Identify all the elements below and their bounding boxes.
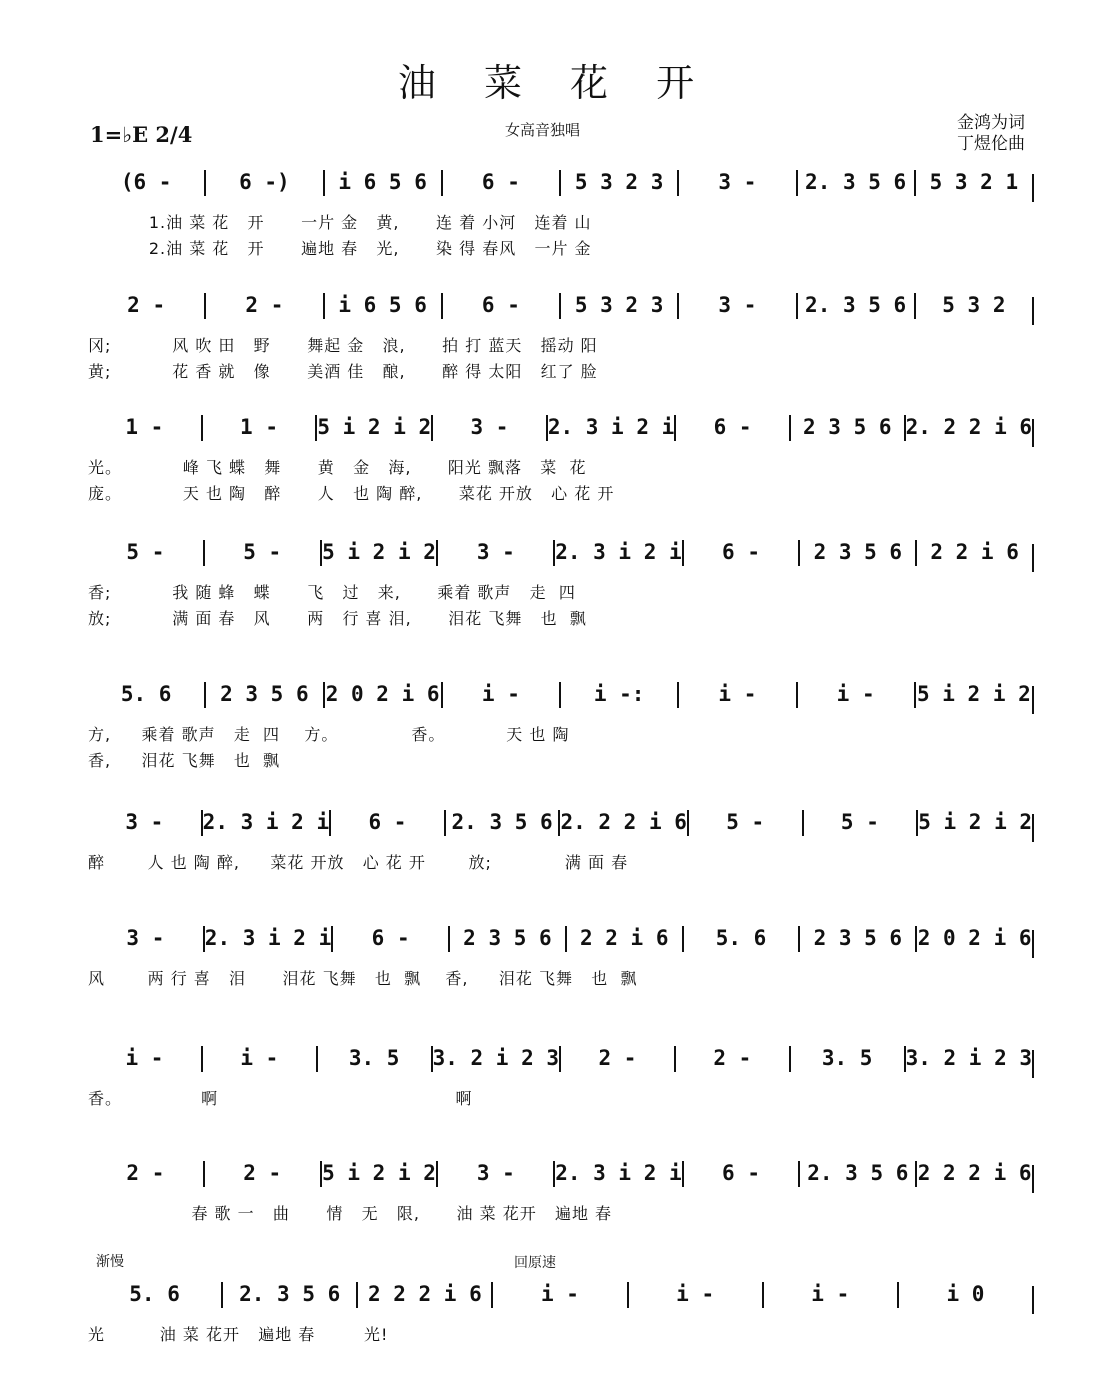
measure: 6 -	[441, 293, 559, 319]
measure: 3 -	[431, 415, 546, 441]
measure: 2. 3 5 6	[796, 293, 914, 319]
measure: 3. 5	[316, 1046, 431, 1072]
barline	[1032, 174, 1034, 202]
lyricist-credit: 金鸿为词	[957, 113, 1025, 133]
notation-line	[88, 800, 1032, 836]
measure: 2 -	[203, 1161, 320, 1187]
lyric-line: 香; 我 随 蜂 蝶 飞 过 来, 乘着 歌声 走 四	[88, 583, 576, 602]
notation-line	[88, 160, 1032, 196]
notation-line	[88, 672, 1032, 708]
measure: 2 3 5 6	[798, 540, 915, 566]
measure: 6 -	[682, 1161, 799, 1187]
measure: i -:	[559, 682, 677, 708]
measure: 2 2 2 i 6	[915, 1161, 1032, 1187]
score-row	[88, 530, 1032, 628]
measure: 2. 3 i 2 i	[547, 415, 675, 439]
measure: i 0	[897, 1282, 1032, 1308]
measure: 3. 2 i 2 3	[432, 1046, 560, 1070]
measure: 5 i 2 i 2	[918, 810, 1032, 834]
lyric-line: 光。 峰 飞 蝶 舞 黄 金 海, 阳光 飘落 菜 花	[88, 458, 587, 477]
measure: 5 3 2 1	[914, 170, 1032, 196]
measure: i -	[762, 1282, 897, 1308]
notation-line	[88, 1036, 1032, 1072]
measure: 3 -	[677, 293, 795, 319]
measure: i -	[796, 682, 914, 708]
measure: i -	[441, 682, 559, 708]
measure: (6 -	[120, 170, 172, 194]
lyric-line: 风 两 行 喜 泪 泪花 飞舞 也 飘 香, 泪花 飞舞 也 飘	[88, 969, 638, 988]
measure: 6 -	[329, 810, 444, 836]
measure: 3. 2 i 2 3	[905, 1046, 1032, 1070]
measure: 5 3 2 3	[559, 170, 677, 196]
measure: 2 -	[674, 1046, 789, 1072]
lyric-line: 香, 泪花 飞舞 也 飘	[88, 751, 281, 770]
credits	[957, 113, 1025, 155]
measure: i -	[125, 1046, 164, 1070]
measure: i -	[677, 682, 795, 708]
measure: 3 -	[436, 540, 553, 566]
measure: 6 -	[441, 170, 559, 196]
measure: 2 0 2 i 6	[915, 926, 1032, 952]
song-title: 油 菜 花 开	[397, 61, 713, 105]
measure: 2 2 i 6	[565, 926, 682, 952]
barline	[1032, 1165, 1034, 1193]
lyric-line: 黄; 花 香 就 像 美酒 佳 酿, 醉 得 太阳 红了 脸	[88, 362, 598, 381]
notation-line	[88, 1272, 1032, 1308]
measure: 2 3 5 6	[789, 415, 904, 441]
measure: 2. 3 5 6	[444, 810, 559, 836]
barline	[1032, 1286, 1034, 1314]
measure: i -	[201, 1046, 316, 1072]
measure: 5 3 2	[914, 293, 1032, 319]
barline	[1032, 297, 1034, 325]
score-row	[88, 160, 1032, 258]
measure: 2. 3 5 6	[796, 170, 914, 196]
measure: 5 -	[802, 810, 917, 836]
measure: 2 -	[204, 293, 322, 319]
score-row	[88, 405, 1032, 503]
measure: 2. 3 i 2 i	[202, 810, 330, 834]
measure: 5. 6	[129, 1282, 180, 1306]
measure: 2. 3 i 2 i	[204, 926, 332, 950]
measure: 2 2 2 i 6	[356, 1282, 491, 1308]
lyric-line: 2.油 菜 花 开 遍地 春 光, 染 得 春风 一片 金	[88, 239, 592, 258]
measure: 3 -	[436, 1161, 553, 1187]
barline	[1032, 419, 1034, 447]
score-row	[88, 1036, 1032, 1108]
a-tempo-marking: 回原速	[514, 1255, 556, 1271]
measure: 2. 2 2 i 6	[905, 415, 1032, 439]
measure: 1 -	[201, 415, 316, 441]
notation-line	[88, 1151, 1032, 1187]
measure: 3 -	[677, 170, 795, 196]
measure: 5. 6	[120, 682, 172, 706]
measure: 3. 5	[789, 1046, 904, 1072]
measure: i -	[491, 1282, 626, 1308]
performance-note: 女高音独唱	[505, 121, 581, 139]
score-row	[88, 1151, 1032, 1223]
measure: 2 -	[126, 1161, 165, 1185]
score-row	[88, 672, 1032, 770]
measure: 2. 3 i 2 i	[555, 540, 682, 564]
measure: 5 -	[687, 810, 802, 836]
measure: 3 -	[126, 926, 165, 950]
barline	[1032, 544, 1034, 572]
measure: i 6 5 6	[323, 170, 441, 196]
measure: 2 -	[559, 1046, 674, 1072]
measure: 2 3 5 6	[798, 926, 915, 952]
score-row	[88, 916, 1032, 988]
measure: 5 i 2 i 2	[320, 540, 437, 566]
lyric-line: 香。 啊 啊	[88, 1089, 473, 1108]
measure: 5 i 2 i 2	[320, 1161, 437, 1187]
measure: 2 3 5 6	[448, 926, 565, 952]
measure: 2. 2 2 i 6	[560, 810, 687, 834]
measure: 2. 3 i 2 i	[555, 1161, 682, 1185]
measure: 5 i 2 i 2	[914, 682, 1032, 708]
notation-line	[88, 283, 1032, 319]
measure: 2 0 2 i 6	[323, 682, 441, 708]
measure: 3 -	[125, 810, 164, 834]
notation-line	[88, 530, 1032, 566]
measure: 5. 6	[682, 926, 799, 952]
lyric-line: 光 油 菜 花开 遍地 春 光!	[88, 1325, 389, 1344]
score-row	[88, 800, 1032, 872]
score-row	[88, 283, 1032, 381]
measure: 5 -	[126, 540, 165, 564]
composer-credit: 丁煜伦曲	[957, 134, 1025, 154]
measure: 6 -	[331, 926, 448, 952]
ritardando-marking: 渐慢	[96, 1254, 124, 1270]
barline	[1032, 686, 1034, 714]
key-signature: 1=♭E 2/4	[90, 122, 193, 147]
barline	[1032, 930, 1034, 958]
lyric-line: 方, 乘着 歌声 走 四 方。 香。 天 也 陶	[88, 725, 570, 744]
measure: 5 3 2 3	[559, 293, 677, 319]
notation-line	[88, 405, 1032, 441]
measure: 5 -	[203, 540, 320, 566]
measure: 1 -	[125, 415, 164, 439]
lyric-line: 醉 人 也 陶 醉, 菜花 开放 心 花 开 放; 满 面 春	[88, 853, 629, 872]
lyric-line: 庞。 天 也 陶 醉 人 也 陶 醉, 菜花 开放 心 花 开	[88, 484, 615, 503]
lyric-line: 冈; 风 吹 田 野 舞起 金 浪, 拍 打 蓝天 摇动 阳	[88, 336, 598, 355]
measure: 2. 3 5 6	[221, 1282, 356, 1308]
measure: 2 2 i 6	[915, 540, 1032, 566]
measure: 6 -)	[204, 170, 322, 196]
measure: i -	[627, 1282, 762, 1308]
measure: 2 3 5 6	[204, 682, 322, 708]
measure: 6 -	[674, 415, 789, 441]
measure: 2. 3 5 6	[798, 1161, 915, 1187]
lyric-line: 1.油 菜 花 开 一片 金 黄, 连 着 小河 连着 山	[88, 213, 592, 232]
lyric-line: 放; 满 面 春 风 两 行 喜 泪, 泪花 飞舞 也 飘	[88, 609, 587, 628]
measure: 6 -	[682, 540, 799, 566]
measure: i 6 5 6	[323, 293, 441, 319]
measure: 2 -	[127, 293, 166, 317]
barline	[1032, 1050, 1034, 1078]
score-row	[88, 1272, 1032, 1344]
measure: 5 i 2 i 2	[317, 415, 432, 439]
barline	[1032, 814, 1034, 842]
lyric-line: 春 歌 一 曲 情 无 限, 油 菜 花开 遍地 春	[88, 1204, 613, 1223]
notation-line	[88, 916, 1032, 952]
